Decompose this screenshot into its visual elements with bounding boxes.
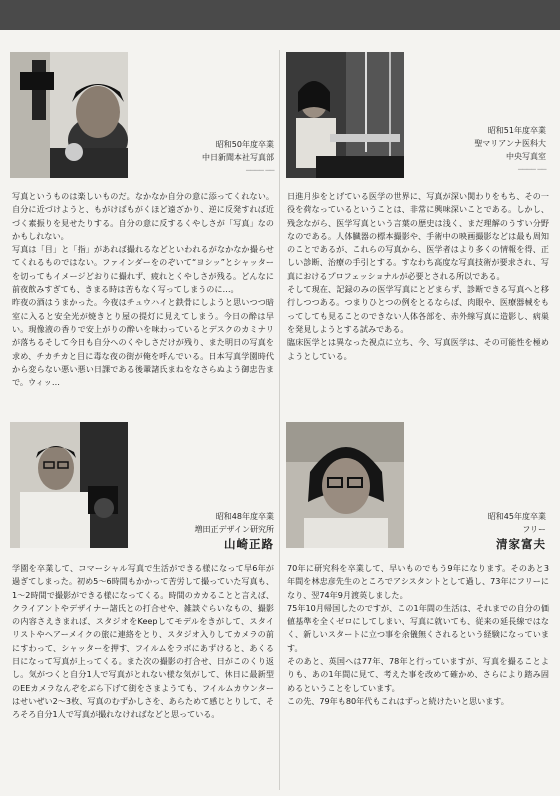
paragraph: 学園を卒業して、コマーシャル写真で生活ができる様になって早6年が過ぎてしまった。初め5〜6時間もかかって苦労して撮っていた写真も、1〜2時間で撮影ができる様になってくる。時間のカカることと言えば、クライアントやデザイナー諸氏との打合せや、雑談ぐらいなもの、撮影の内容さえきまれば、スタジオをKeepしてモデルをきがして、スタイリストやヘアーメイクの旅に連絡をとり、スタジオ入りしてカメラの前にすわって、シャッターを押す、フイルムをラボにあずけると、あくる日になって写真が上ってくる。また次の撮影の打合せ、日がこのくり返し。気がつくと自分1人で写真がとれない様な気がして、休日に最新型のEEカメラなんぞをぶら下げて街をさまようても、フイルムカウンターはせいぜい2〜3枚、写真のむずかしさを、あらためて感じとりして、そろそろ自分1人で写真が撮れなければなどと思っている。 (12, 563, 274, 720)
paragraph: 昨夜の酒はうまかった。今夜はチュウハイと鉄骨にしようと思いつつ暗室に入ると安全光が焼きとり屋の提灯に見えてしまう。今日の酔は早い。現像液の香りで安上がりの酔いを味わっているとデスクのカミナリが落ちるそして今日も自分へのくやしさだけが残り、また明日の写真を求め、チカチカと目に毒な夜の街が俺を呼んでいる。日本写真学園時代から変らない悪い悪い日課である後輩諸氏まねをなさらぬよう御忠告まで。ウィッ… (12, 297, 274, 388)
paragraph: 写真というものは楽しいものだ。なかなか自分の意に添ってくれない。自分に近づけようと、もがけばもがくほど遠ざかり、逆に反発すれば近づく素振りを見せたりする。自分の意に反するくやしさが「写真」なのかもしれない。 (12, 191, 274, 241)
affiliation: 増田正デザイン研究所 (194, 525, 274, 534)
graduation-year: 昭和50年度卒業 (215, 140, 274, 149)
article-text (287, 562, 549, 784)
person-name: 清家富夫 (496, 537, 546, 551)
article-text (12, 562, 274, 784)
affiliation: 中日新聞本社写真部 (202, 153, 274, 162)
paragraph: そして現在、記録のみの医学写真にとどまらず、診断できる写真へと移行しつつある。つまりひとつの例をとるならば、肉眼や、医療器械をもってしても見ることのできない人体各部を、赤外線写真に造影し、病巣を発見しようとする試みである。 (287, 284, 549, 334)
article-text (287, 190, 549, 404)
profile-caption (420, 124, 546, 176)
paragraph: 70年に研究科を卒業して、早いものでもう9年になります。そのあと3年間を林忠彦先生のところでアシスタントとして過し、73年にフリーになり、翌74年9月渡英しました。 (287, 563, 549, 600)
paragraph: この先、79年も80年代もこれはずっと続けたいと思います。 (287, 695, 509, 706)
portrait-photo (10, 422, 128, 548)
graduation-year: 昭和45年度卒業 (487, 512, 546, 521)
profile-caption (420, 510, 546, 552)
portrait-photo (286, 422, 404, 548)
paragraph: 臨床医学とは異なった視点に立ち、今、写真医学は、その可能性を極めようとしている。 (287, 337, 549, 361)
person-name: 山崎正路 (224, 537, 274, 551)
paragraph: そのあと、英国へは77年、78年と行っていますが、写真を撮ることよりも、あの1年間に見て、考えた事を改めて確かめ、さらにより踏み固めるということをしています。 (287, 656, 549, 693)
person-name: ──── ── (246, 166, 274, 175)
column-divider (279, 50, 280, 790)
affiliation: 聖マリアンナ医科大 (474, 139, 546, 148)
graduation-year: 昭和48年度卒業 (215, 512, 274, 521)
article-text (12, 190, 274, 390)
affiliation: フリー (522, 525, 546, 534)
paragraph: 日進月歩をとげている医学の世界に、写真が深い関わりをもち、その一役を荷なっているということは、非常に興味深いことである。しかし、残念ながら、医学写真という言葉の歴史は浅く、まだ理解のうすい分野なのである。人体臓器の標本撮影や、手術中の映画撮影などは最も周知のことであるが、これらの写真から、医学者はより多くの情報を得、正しい診断、治療の手引とする。すなわち高度な写真技術が要求され、写真におけるプロフェッショナルが必要とされる所以である。 (287, 191, 549, 281)
graduation-year: 昭和51年度卒業 (487, 126, 546, 135)
portrait-photo (286, 52, 404, 178)
paragraph: 75年10月帰国したのですが、この1年間の生活は、それまでの自分の価値基準を全くゼロにしてしまい、写真に就いても、従来の延長線ではなく、新しいスタートに立つ事を余儀無くされるという経験になっています。 (287, 602, 549, 653)
paragraph: 写真は「目」と「指」があれば撮れるなどといわれるがなかなか撮らせてくれるものではない。ファインダーをのぞいて“ヨシッ”とシャッターを切ってもイメージどおりに撮れず、疲れとくやしさが残る。どんなに前夜飲みすぎても、きまる時は苦もなく写ってしまうのに…。 (12, 244, 274, 295)
profile-caption (150, 510, 274, 552)
top-banner (0, 0, 560, 30)
portrait-photo (10, 52, 128, 178)
person-name: ──── ── (518, 165, 546, 174)
profile-caption (150, 138, 274, 177)
department: 中央写真室 (506, 152, 546, 161)
